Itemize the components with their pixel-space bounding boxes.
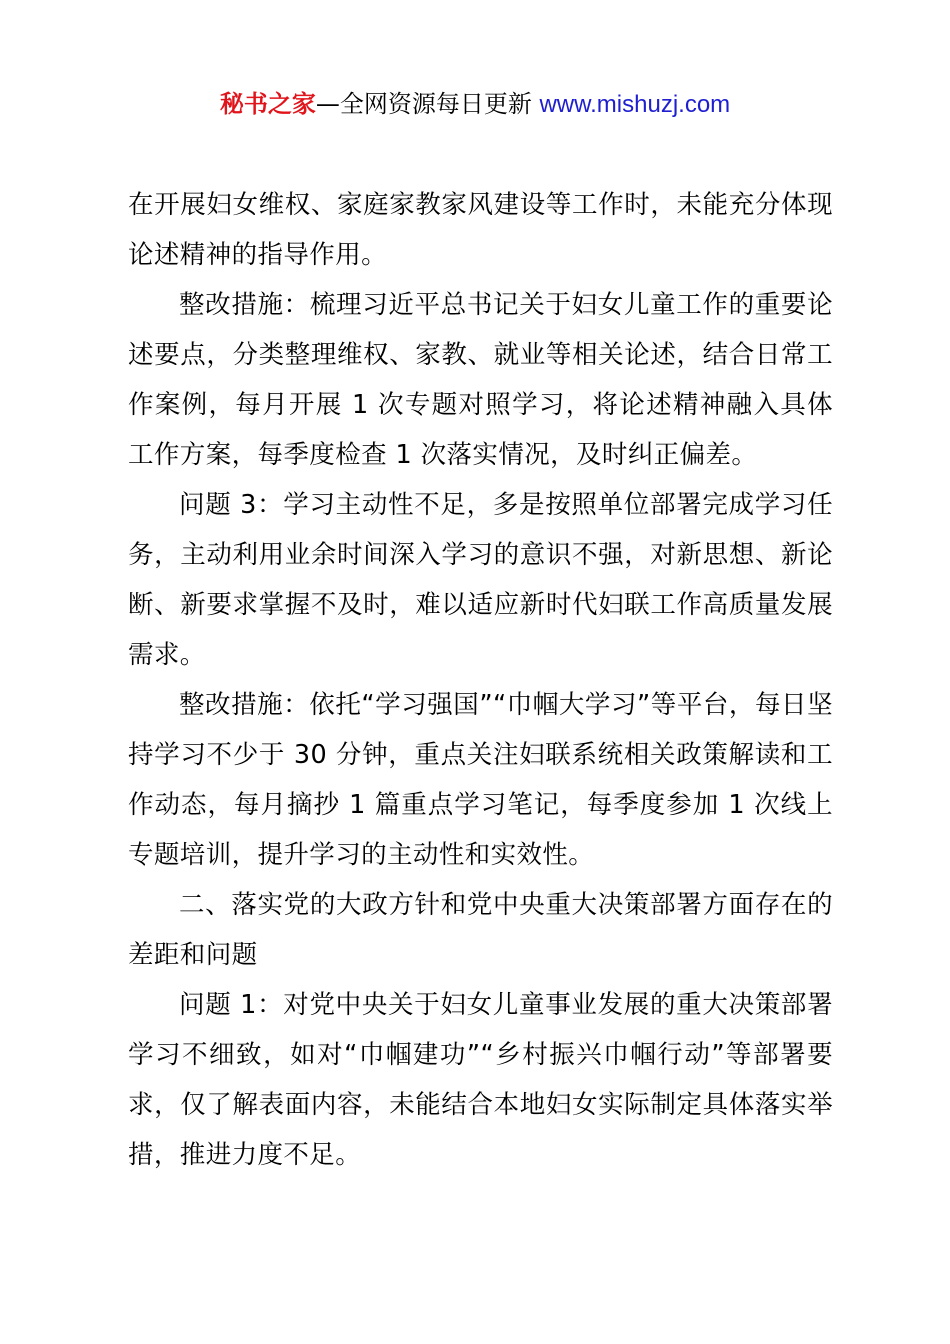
brand-name: 秘书之家: [219, 90, 316, 118]
document-body: [128, 180, 833, 1180]
paragraph-rectification-measures-3: 整改措施：依托“学习强国”“巾帼大学习”等平台，每日坚持学习不少于 30 分钟，重点关注妇联系统相关政策解读和工作动态，每月摘抄 1 篇重点学习笔记，每季度参加 1 次线上专题培训，提升学习的主动性和实效性。: [128, 690, 833, 870]
header-tagline: —全网资源每日更新: [315, 90, 540, 118]
paragraph-continuation: 在开展妇女维权、家庭家教家风建设等工作时，未能充分体现论述精神的指导作用。: [128, 190, 833, 270]
page-header: [0, 88, 950, 121]
paragraph-problem-1: 问题 1：对党中央关于妇女儿童事业发展的重大决策部署学习不细致，如对“巾帼建功”“乡村振兴巾帼行动”等部署要求，仅了解表面内容，未能结合本地妇女实际制定具体落实举措，推进力度不足。: [128, 990, 833, 1170]
site-url-link[interactable]: www.mishuzj.com: [539, 91, 731, 118]
section-heading-2: 二、落实党的大政方针和党中央重大决策部署方面存在的差距和问题: [128, 890, 833, 970]
paragraph-rectification-measures-2: 整改措施：梳理习近平总书记关于妇女儿童工作的重要论述要点，分类整理维权、家教、就业等相关论述，结合日常工作案例，每月开展 1 次专题对照学习，将论述精神融入具体工作方案，每季度检查 1 次落实情况，及时纠正偏差。: [128, 290, 833, 470]
paragraph-problem-3: 问题 3：学习主动性不足，多是按照单位部署完成学习任务，主动利用业余时间深入学习的意识不强，对新思想、新论断、新要求掌握不及时，难以适应新时代妇联工作高质量发展需求。: [128, 490, 833, 670]
